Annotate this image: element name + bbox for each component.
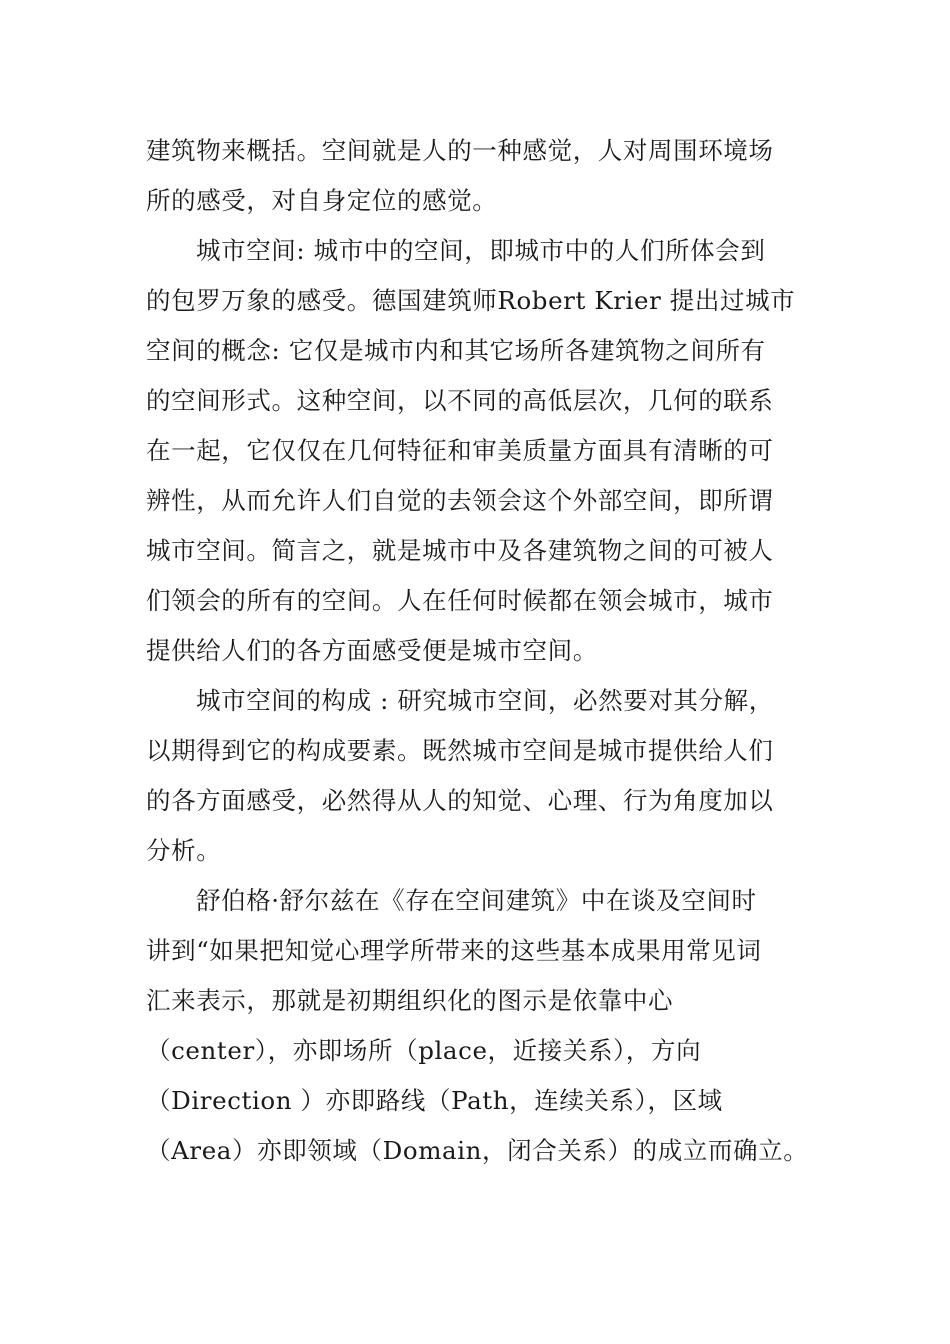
text-line: 以期得到它的构成要素。既然城市空间是城市提供给人们: [146, 736, 774, 765]
text-line: 们领会的所有的空间。人在任何时候都在领会城市，城市: [146, 586, 774, 615]
text-line: 辨性，从而允许人们自觉的去领会这个外部空间，即所谓: [146, 486, 774, 515]
text-line: 在一起，它仅仅在几何特征和审美质量方面具有清晰的可: [146, 436, 774, 465]
text-line: 的包罗万象的感受。德国建筑师Robert Krier 提出过城市: [146, 286, 796, 315]
text-line: 所的感受，对自身定位的感觉。: [146, 186, 498, 215]
text-line: （Area）亦即领域（Domain，闭合关系）的成立而确立。: [146, 1136, 809, 1165]
text-line: 讲到“如果把知觉心理学所带来的这些基本成果用常见词: [146, 936, 762, 965]
paragraph-start-line: 城市空间的构成 : 研究城市空间，必然要对其分解，: [196, 686, 774, 715]
text-line: （Direction ）亦即路线（Path，连续关系），区域: [146, 1086, 723, 1115]
text-line: 空间的概念: 它仅是城市内和其它场所各建筑物之间所有: [146, 336, 766, 365]
text-line: 提供给人们的各方面感受便是城市空间。: [146, 636, 598, 665]
paragraph-start-line: 城市空间: 城市中的空间，即城市中的人们所体会到: [196, 236, 766, 265]
body-text: [146, 126, 809, 1176]
text-line: 分析。: [146, 836, 222, 865]
paragraph-start-line: 舒伯格·舒尔兹在《存在空间建筑》中在谈及空间时: [196, 886, 757, 915]
text-line: 城市空间。简言之，就是城市中及各建筑物之间的可被人: [146, 536, 774, 565]
text-line: 汇来表示，那就是初期组织化的图示是依靠中心: [146, 986, 674, 1015]
text-line: 的空间形式。这种空间，以不同的高低层次，几何的联系: [146, 386, 774, 415]
text-line: 的各方面感受，必然得从人的知觉、心理、行为角度加以: [146, 786, 774, 815]
text-line: 建筑物来概括。空间就是人的一种感觉，人对周围环境场: [146, 136, 774, 165]
text-line: （center），亦即场所（place，近接关系），方向: [146, 1036, 702, 1065]
